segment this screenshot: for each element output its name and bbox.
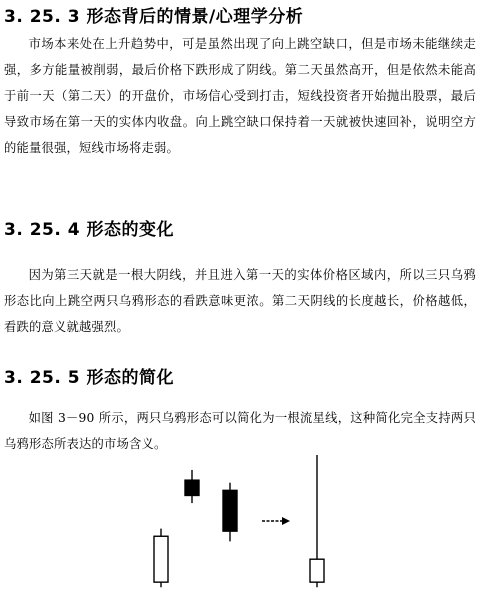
- section-heading-3-25-3: 3. 25. 3 形态背后的情景/心理学分析: [4, 7, 304, 27]
- section-paragraph-3-25-5: 如图 3－90 所示，两只乌鸦形态可以简化为一根流星线，这种简化完全支持两只乌鸦形态所表达的市场含义。: [4, 411, 476, 451]
- section-paragraph-3-25-3: 市场本来处在上升趋势中，可是虽然出现了向上跳空缺口，但是市场未能继续走强，多方能量被削弱，最后价格下跌形成了阴线。第二天虽然高开，但是依然未能高于前一天（第二天）的开盘价，市场信心受到打击，短线投资者开始抛出股票，最后导致市场在第一天的实体内收盘。向上跳空缺口保持着一天就被快速回补，说明空方的能量很强，短线市场将走弱。: [4, 37, 476, 155]
- section-heading-3-25-5: 3. 25. 5 形态的简化: [4, 368, 174, 388]
- two-crows-simplification-figure: [0, 455, 481, 600]
- right-arrow-icon: [262, 517, 290, 525]
- shooting-star-candlestick-body: [310, 559, 324, 582]
- candlestick-group: [154, 470, 237, 587]
- candlestick-day-2-body: [185, 480, 199, 495]
- candlestick-day-1-body: [154, 536, 168, 582]
- section-paragraph-3-25-4: 因为第三天就是一根大阴线，并且进入第一天的实体价格区域内，所以三只乌鸦形态比向上跳空两只乌鸦形态的看跌意味更浓。第二天阴线的长度越长，价格越低，看跌的意义就越强烈。: [4, 268, 476, 334]
- simplified-candlestick-group: [310, 455, 324, 587]
- candlestick-day-3-body: [223, 490, 237, 531]
- section-heading-3-25-4: 3. 25. 4 形态的变化: [4, 220, 174, 240]
